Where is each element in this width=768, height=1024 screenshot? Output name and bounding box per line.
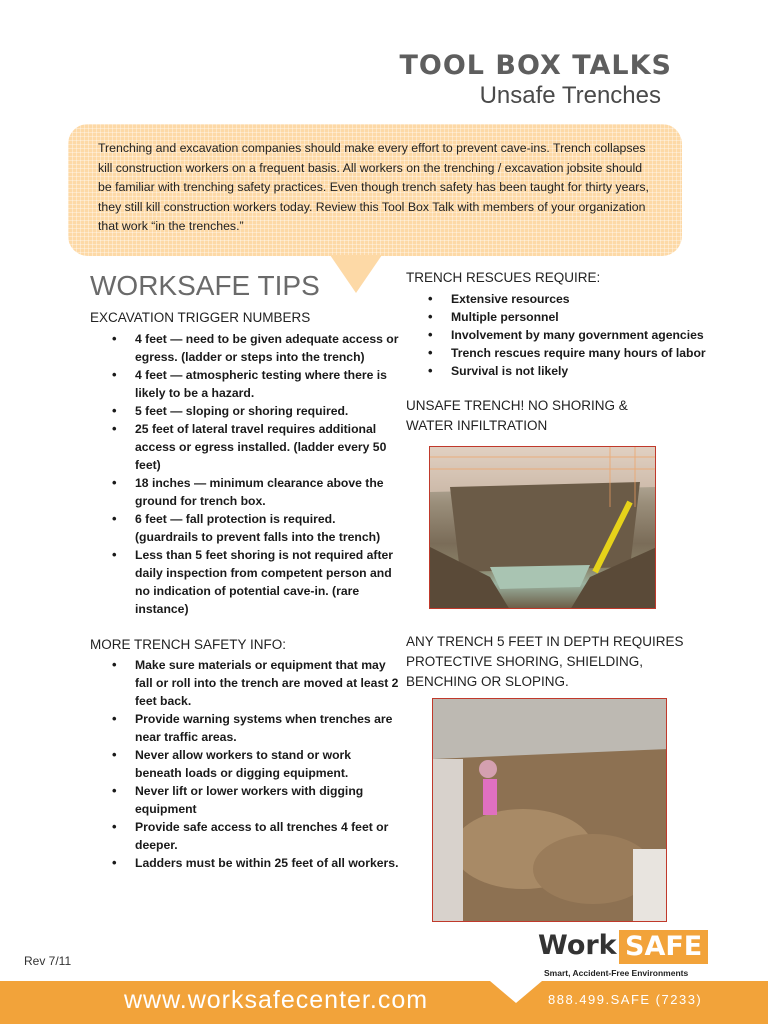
intro-callout (68, 124, 682, 256)
worksafe-logo (538, 930, 708, 978)
rescue-list (428, 290, 736, 380)
footer-notch (490, 981, 542, 1003)
trigger-heading: EXCAVATION TRIGGER NUMBERS (90, 310, 311, 325)
revision-label: Rev 7/11 (24, 954, 72, 968)
list-item: • Provide warning systems when trenches are near traffic areas. (112, 710, 400, 746)
more-info-heading: MORE TRENCH SAFETY INFO: (90, 637, 287, 652)
list-item: • Less than 5 feet shoring is not required after daily inspection from competent person and no indication of potential cave-in. (rare instance) (112, 546, 400, 618)
left-column (90, 270, 400, 872)
rescue-heading: TRENCH RESCUES REQUIRE: (406, 270, 601, 285)
list-item: • Survival is not likely (428, 362, 736, 380)
list-item: • Provide safe access to all trenches 4 feet or deeper. (112, 818, 400, 854)
trench-illustration (430, 447, 656, 609)
list-item: • 25 feet of lateral travel requires additional access or egress installed. (ladder every 50 feet) (112, 420, 400, 474)
trench-worker-photo (432, 698, 667, 922)
list-item: • Involvement by many government agencies (428, 326, 736, 344)
trigger-list (112, 330, 400, 618)
worksafe-tips-heading: WORKSAFE TIPS (90, 270, 320, 301)
page-title: TOOL BOX TALKS (399, 50, 672, 81)
list-item: • Never allow workers to stand or work beneath loads or digging equipment. (112, 746, 400, 782)
unsafe-trench-photo (429, 446, 656, 609)
logo-tagline: Smart, Accident-Free Environments (544, 968, 689, 978)
list-item: • Ladders must be within 25 feet of all workers. (112, 854, 400, 872)
list-item: • Never lift or lower workers with digging equipment (112, 782, 400, 818)
logo-work-text: Work (538, 930, 617, 961)
list-item: • Multiple personnel (428, 308, 736, 326)
list-item: • 18 inches — minimum clearance above the ground for trench box. (112, 474, 400, 510)
website-link[interactable]: www.worksafecenter.com (124, 986, 429, 1014)
logo-safe-text: SAFE (619, 930, 708, 964)
list-item: • Extensive resources (428, 290, 736, 308)
list-item: • 4 feet — need to be given adequate access or egress. (ladder or steps into the trench) (112, 330, 400, 366)
list-item: • 6 feet — fall protection is required. (guardrails to prevent falls into the trench) (112, 510, 400, 546)
list-item: • Trench rescues require many hours of labor (428, 344, 736, 362)
photo1-caption: UNSAFE TRENCH! NO SHORING & WATER INFILTRATION (406, 398, 628, 433)
list-item: • Make sure materials or equipment that may fall or roll into the trench are moved at least 2 feet back. (112, 656, 400, 710)
list-item: • 4 feet — atmospheric testing where there is likely to be a hazard. (112, 366, 400, 402)
photo2-caption: ANY TRENCH 5 FEET IN DEPTH REQUIRES PROTECTIVE SHORING, SHIELDING, BENCHING OR SLOPING. (406, 634, 684, 689)
more-info-list (112, 656, 400, 872)
page-subtitle: Unsafe Trenches (479, 82, 661, 109)
intro-text: Trenching and excavation companies should make every effort to prevent cave-ins. Trench collapses kill construction workers on a frequent basis. All workers on the trenching / excavation jobsite should be familiar with trenching safety practices. Even though trench safety has been taught for thirty years, they still kill construction workers today. Review this Tool Box Talk with members of your organization that work “in the trenches.” (98, 141, 649, 233)
phone-number: 888.499.SAFE (7233) (548, 992, 703, 1007)
right-column (406, 268, 736, 436)
list-item: • 5 feet — sloping or shoring required. (112, 402, 400, 420)
trench-worker-illustration (433, 699, 667, 922)
